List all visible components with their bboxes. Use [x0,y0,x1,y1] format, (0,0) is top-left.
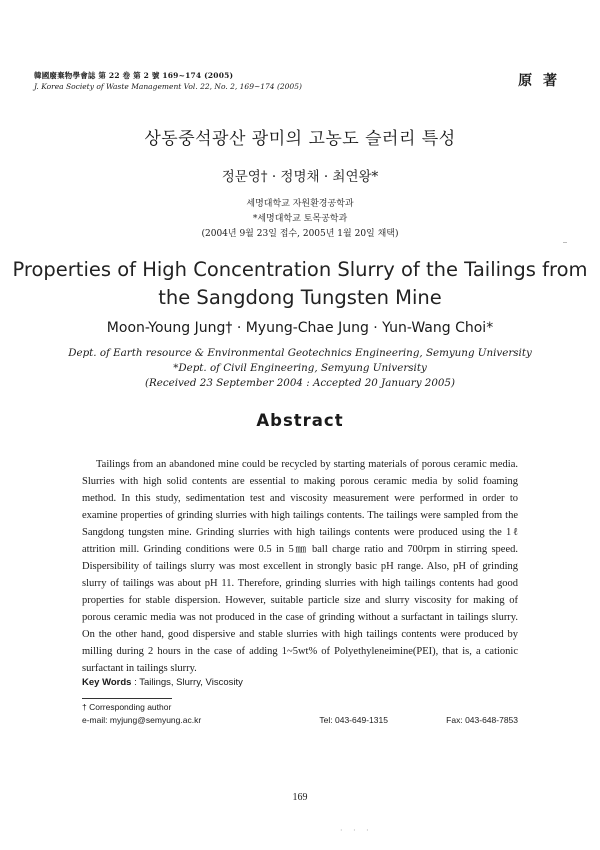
email: e-mail: myjung@semyung.ac.kr [82,715,202,725]
title-english-line-2: the Sangdong Tungsten Mine [158,286,442,309]
title-english [0,256,600,312]
affiliation-english-1: Dept. of Earth resource & Environmental Geotechnics Engineering, Semyung University [68,347,532,359]
footnote-divider [82,698,172,699]
affiliation-english-2: *Dept. of Civil Engineering, Semyung University [173,362,427,374]
title-english-line-1: Properties of High Concentration Slurry of the Tailings from [12,258,588,281]
contact-info [82,715,518,725]
scan-dots: · · · [340,826,373,835]
authors-english: Moon-Young Jung† · Myung-Chae Jung · Yun-Wang Choi* [106,320,494,336]
keywords [82,677,243,688]
article-type-badge: 原 著 [518,73,560,89]
journal-citation-english: J. Korea Society of Waste Management Vol. 22, No. 2, 169~174 (2005) [34,82,302,91]
affiliation-korean-1: 세명대학교 자원환경공학과 [246,199,354,209]
authors-korean: 정문영† · 정명채 · 최연왕* [221,169,379,185]
corresponding-author-note: † Corresponding author [82,702,172,712]
fax: Fax: 043-648-7853 [446,715,518,725]
journal-citation-korean: 韓國廢棄物學會誌 第 22 卷 第 2 號 169~174 (2005) [34,71,234,80]
keywords-values: : Tailings, Slurry, Viscosity [134,677,243,688]
abstract-body: Tailings from an abandoned mine could be recycled by starting materials of porous ceramic media. Slurries with high solid contents are essential to making porous ceramic media by solid foaming method. In this study, sedimentation test and viscosity measurement were performed in order to examine properties of grinding slurries with high tailings contents. The tailings were sampled from the Sangdong tungsten mine. Grinding slurries with high tailings contents were produced using the 1ℓ attrition mill. Grinding conditions were 0.5 in 5㎜ ball charge ratio and 700rpm in stirring speed. Dispersibility of tailings slurry was most excellent in strongly basic pH range. Also, pH of grinding slurry of tailings was about pH 11. Therefore, grinding slurries with high tailings contents had good properties for stable dispersion. However, suitable particle size and slurry viscosity for making of porous ceramic media was not produced in the case of grinding without a surfactant in tailings slurry. On the other hand, good dispersive and stable slurries with high tailings contents were produced by milling during 2 hours in the case of adding 1~5wt% of Polyethyleneimine(PEI), that is, a cationic surfactant in tailings slurry. [82,459,518,674]
keywords-label: Key Words [82,677,132,688]
telephone: Tel: 043-649-1315 [319,715,388,725]
dates-korean: (2004년 9월 23일 접수, 2005년 1월 20일 채택) [201,229,399,239]
affiliations-english [0,346,600,391]
dates-english: (Received 23 September 2004 : Accepted 20 January 2005) [144,377,456,389]
margin-mark [563,242,567,243]
affiliation-korean-2: *세명대학교 토목공학과 [252,214,348,224]
journal-header [34,70,302,92]
abstract-heading: Abstract [256,411,344,430]
affiliations-korean [0,197,600,242]
title-korean: 상동중석광산 광미의 고농도 슬러리 특성 [144,129,456,149]
page-number: 169 [292,792,308,803]
